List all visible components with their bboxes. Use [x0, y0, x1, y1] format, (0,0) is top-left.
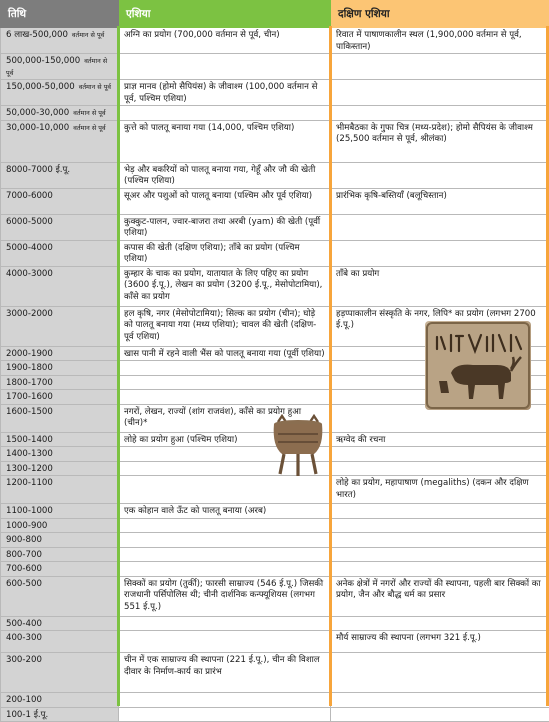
period-text: 1000-900 [6, 521, 47, 531]
period-text: 300-200 [6, 655, 42, 665]
table-row [1, 576, 549, 616]
asia-cell [119, 631, 331, 653]
period-text: 50,000-30,000 [6, 108, 69, 118]
period-cell [1, 653, 119, 693]
period-text: 1700-1600 [6, 392, 53, 402]
period-cell [1, 266, 119, 306]
south-asia-cell: हड़प्पाकालीन संस्कृति के नगर, लिपि* का प्रयोग (लगभग 2700 ई.पू.) [331, 306, 549, 346]
south-asia-cell: भीमबैठका के गुफा चित्र (मध्य-प्रदेश); होमो सैपियंस के जीवाश्म (25,500 वर्तमान से पूर्व, श्रीलंका) [331, 120, 549, 162]
asia-cell [119, 518, 331, 533]
period-text: 1800-1700 [6, 378, 53, 388]
asia-cell: प्राज्ञ मानव (होमो सैपियंस) के जीवाश्म (100,000 वर्तमान से पूर्व, पश्चिम एशिया) [119, 80, 331, 106]
period-cell [1, 28, 119, 54]
period-suffix: वर्तमान से पूर्व [6, 57, 107, 77]
table-row [1, 616, 549, 631]
south-asia-cell: लोहे का प्रयोग, महापाषाण (megaliths) (दकन और दक्षिण भारत) [331, 476, 549, 504]
period-cell [1, 693, 119, 708]
table-row [1, 54, 549, 80]
table-row [1, 476, 549, 504]
table-row [1, 214, 549, 240]
period-text: 1500-1400 [6, 435, 53, 445]
asia-cell [119, 361, 331, 376]
period-cell [1, 162, 119, 188]
asia-cell: भेड़ और बकरियों को पालतू बनाया गया, गेहूँ और जौ की खेती (पश्चिम एशिया) [119, 162, 331, 188]
period-text: 6 लाख-500,000 [6, 30, 68, 40]
period-cell [1, 533, 119, 548]
asia-cell: खास पानी में रहने वाली भैंस को पालतू बनाया गया (पूर्वी एशिया) [119, 346, 331, 361]
south-asia-cell: मौर्य साम्राज्य की स्थापना (लगभग 321 ई.पू.) [331, 631, 549, 653]
asia-cell: एक कोहान वाले ऊँट को पालतू बनाया (अरब) [119, 504, 331, 519]
table-row [1, 80, 549, 106]
period-text: 400-300 [6, 633, 42, 643]
south-asia-cell [331, 54, 549, 80]
period-cell [1, 240, 119, 266]
period-text: 5000-4000 [6, 243, 53, 253]
south-asia-cell: ताँबे का प्रयोग [331, 266, 549, 306]
south-asia-cell [331, 80, 549, 106]
period-text: 6000-5000 [6, 217, 53, 227]
period-cell [1, 346, 119, 361]
asia-cell [119, 707, 331, 722]
table-row [1, 266, 549, 306]
period-cell [1, 576, 119, 616]
asia-cell: चीन में एक साम्राज्य की स्थापना (221 ई.पू.), चीन की विशाल दीवार के निर्माण-कार्य का प्रारंभ [119, 653, 331, 693]
asia-cell: सूअर और पशुओं को पालतू बनाया (पश्चिम और पूर्व एशिया) [119, 188, 331, 214]
period-suffix: वर्तमान से पूर्व [72, 31, 104, 39]
south-asia-cell [331, 240, 549, 266]
period-cell [1, 461, 119, 476]
period-text: 1600-1500 [6, 407, 53, 417]
period-cell [1, 106, 119, 121]
header-asia: एशिया [119, 1, 331, 28]
period-text: 500,000-150,000 [6, 56, 80, 66]
period-text: 800-700 [6, 550, 42, 560]
table-row [1, 693, 549, 708]
period-text: 1300-1200 [6, 464, 53, 474]
asia-cell: लोहे का प्रयोग हुआ (पश्चिम एशिया) [119, 432, 331, 447]
period-text: 100-1 ई.पू. [6, 710, 48, 720]
harappan-seal-image [425, 321, 531, 410]
asia-cell [119, 693, 331, 708]
south-asia-column-border [329, 26, 332, 706]
asia-cell: हल कृषि, नगर (मेसोपोटामिया); सिल्क का प्रयोग (चीन); घोड़े को पालतू बनाया गया (मध्य एशिया); चावल की खेती (दक्षिण-पूर्व एशिया) [119, 306, 331, 346]
period-text: 1400-1300 [6, 449, 53, 459]
south-asia-cell: प्रारंभिक कृषि-बस्तियाँ (बलूचिस्तान) [331, 188, 549, 214]
table-row [1, 106, 549, 121]
asia-cell: कुक्कुट-पालन, ज्वार-बाजरा तथा अरबी (yam) की खेती (पूर्वी एशिया) [119, 214, 331, 240]
period-text: 1200-1100 [6, 478, 53, 488]
table-row [1, 533, 549, 548]
south-asia-cell [331, 533, 549, 548]
south-asia-cell [331, 214, 549, 240]
table-row [1, 707, 549, 722]
south-asia-cell [331, 106, 549, 121]
south-asia-cell [331, 504, 549, 519]
header-south-asia: दक्षिण एशिया [331, 1, 549, 28]
asia-cell [119, 476, 331, 504]
asia-cell [119, 54, 331, 80]
period-text: 700-600 [6, 564, 42, 574]
table-row [1, 562, 549, 577]
table-row [1, 28, 549, 54]
south-asia-cell [331, 447, 549, 462]
period-cell [1, 562, 119, 577]
table-row [1, 162, 549, 188]
south-asia-cell [331, 653, 549, 693]
period-cell [1, 547, 119, 562]
south-asia-cell [331, 562, 549, 577]
period-text: 3000-2000 [6, 309, 53, 319]
table-row [1, 631, 549, 653]
header-row [1, 1, 549, 28]
header-date: तिथि [1, 1, 119, 28]
period-suffix: वर्तमान से पूर्व [73, 124, 105, 132]
asia-cell [119, 106, 331, 121]
asia-cell: अग्नि का प्रयोग (700,000 वर्तमान से पूर्व, चीन) [119, 28, 331, 54]
period-text: 7000-6000 [6, 191, 53, 201]
table-row [1, 120, 549, 162]
table-row [1, 240, 549, 266]
bronze-vessel-image [268, 414, 328, 478]
period-text: 2000-1900 [6, 349, 53, 359]
period-text: 1900-1800 [6, 363, 53, 373]
table-row [1, 518, 549, 533]
asia-cell [119, 547, 331, 562]
asia-cell: नगरों, लेखन, राज्यों (शांग राजवंश), काँसे का प्रयोग हुआ (चीन)* [119, 404, 331, 432]
asia-cell: कपास की खेती (दक्षिण एशिया); ताँबे का प्रयोग (पश्चिम एशिया) [119, 240, 331, 266]
south-asia-cell [331, 616, 549, 631]
south-asia-cell [331, 547, 549, 562]
period-text: 8000-7000 ई.पू. [6, 165, 70, 175]
period-text: 500-400 [6, 619, 42, 629]
period-cell [1, 120, 119, 162]
period-text: 600-500 [6, 579, 42, 589]
table-row [1, 547, 549, 562]
south-asia-cell [331, 693, 549, 708]
period-cell [1, 404, 119, 432]
south-asia-cell: रिवात में पाषाणकालीन स्थल (1,900,000 वर्तमान से पूर्व, पाकिस्तान) [331, 28, 549, 54]
period-cell [1, 214, 119, 240]
asia-cell: कुम्हार के चाक का प्रयोग, यातायात के लिए पहिए का प्रयोग (3600 ई.पू.), लेखन का प्रयोग (3200 ई.पू., मेसोपोटामिया), काँसे का प्रयोग [119, 266, 331, 306]
table-row [1, 504, 549, 519]
asia-cell: सिक्कों का प्रयोग (तुर्की); फारसी साम्राज्य (546 ई.पू.) जिसकी राजधानी पर्सिपोलिस थी; चीनी दार्शनिक कन्फ्यूशियस (लगभग 551 ई.पू.) [119, 576, 331, 616]
asia-cell: कुत्ते को पालतू बनाया गया (14,000, पश्चिम एशिया) [119, 120, 331, 162]
south-asia-cell [331, 707, 549, 722]
period-cell [1, 361, 119, 376]
asia-cell [119, 533, 331, 548]
asia-cell [119, 616, 331, 631]
period-cell [1, 432, 119, 447]
period-cell [1, 631, 119, 653]
period-cell [1, 54, 119, 80]
south-asia-cell [331, 162, 549, 188]
period-text: 4000-3000 [6, 269, 53, 279]
period-cell [1, 447, 119, 462]
period-text: 200-100 [6, 695, 42, 705]
period-cell [1, 390, 119, 405]
asia-column-border [117, 26, 120, 706]
table-row [1, 653, 549, 693]
south-asia-cell [331, 518, 549, 533]
period-cell [1, 306, 119, 346]
period-cell [1, 518, 119, 533]
period-cell [1, 504, 119, 519]
period-suffix: वर्तमान से पूर्व [73, 109, 105, 117]
period-cell [1, 707, 119, 722]
table-row [1, 188, 549, 214]
period-cell [1, 375, 119, 390]
period-suffix: वर्तमान से पूर्व [79, 83, 111, 91]
asia-cell [119, 390, 331, 405]
asia-cell [119, 375, 331, 390]
period-text: 1100-1000 [6, 506, 53, 516]
asia-cell [119, 562, 331, 577]
period-cell [1, 616, 119, 631]
period-text: 30,000-10,000 [6, 123, 69, 133]
period-cell [1, 188, 119, 214]
period-cell [1, 476, 119, 504]
south-asia-cell [331, 461, 549, 476]
south-asia-cell: अनेक क्षेत्रों में नगरों और राज्यों की स्थापना, पहली बार सिक्कों का प्रयोग, जैन और बौद्ध धर्म का प्रसार [331, 576, 549, 616]
period-text: 900-800 [6, 535, 42, 545]
period-cell [1, 80, 119, 106]
south-asia-cell: ऋग्वेद की रचना [331, 432, 549, 447]
period-text: 150,000-50,000 [6, 82, 75, 92]
